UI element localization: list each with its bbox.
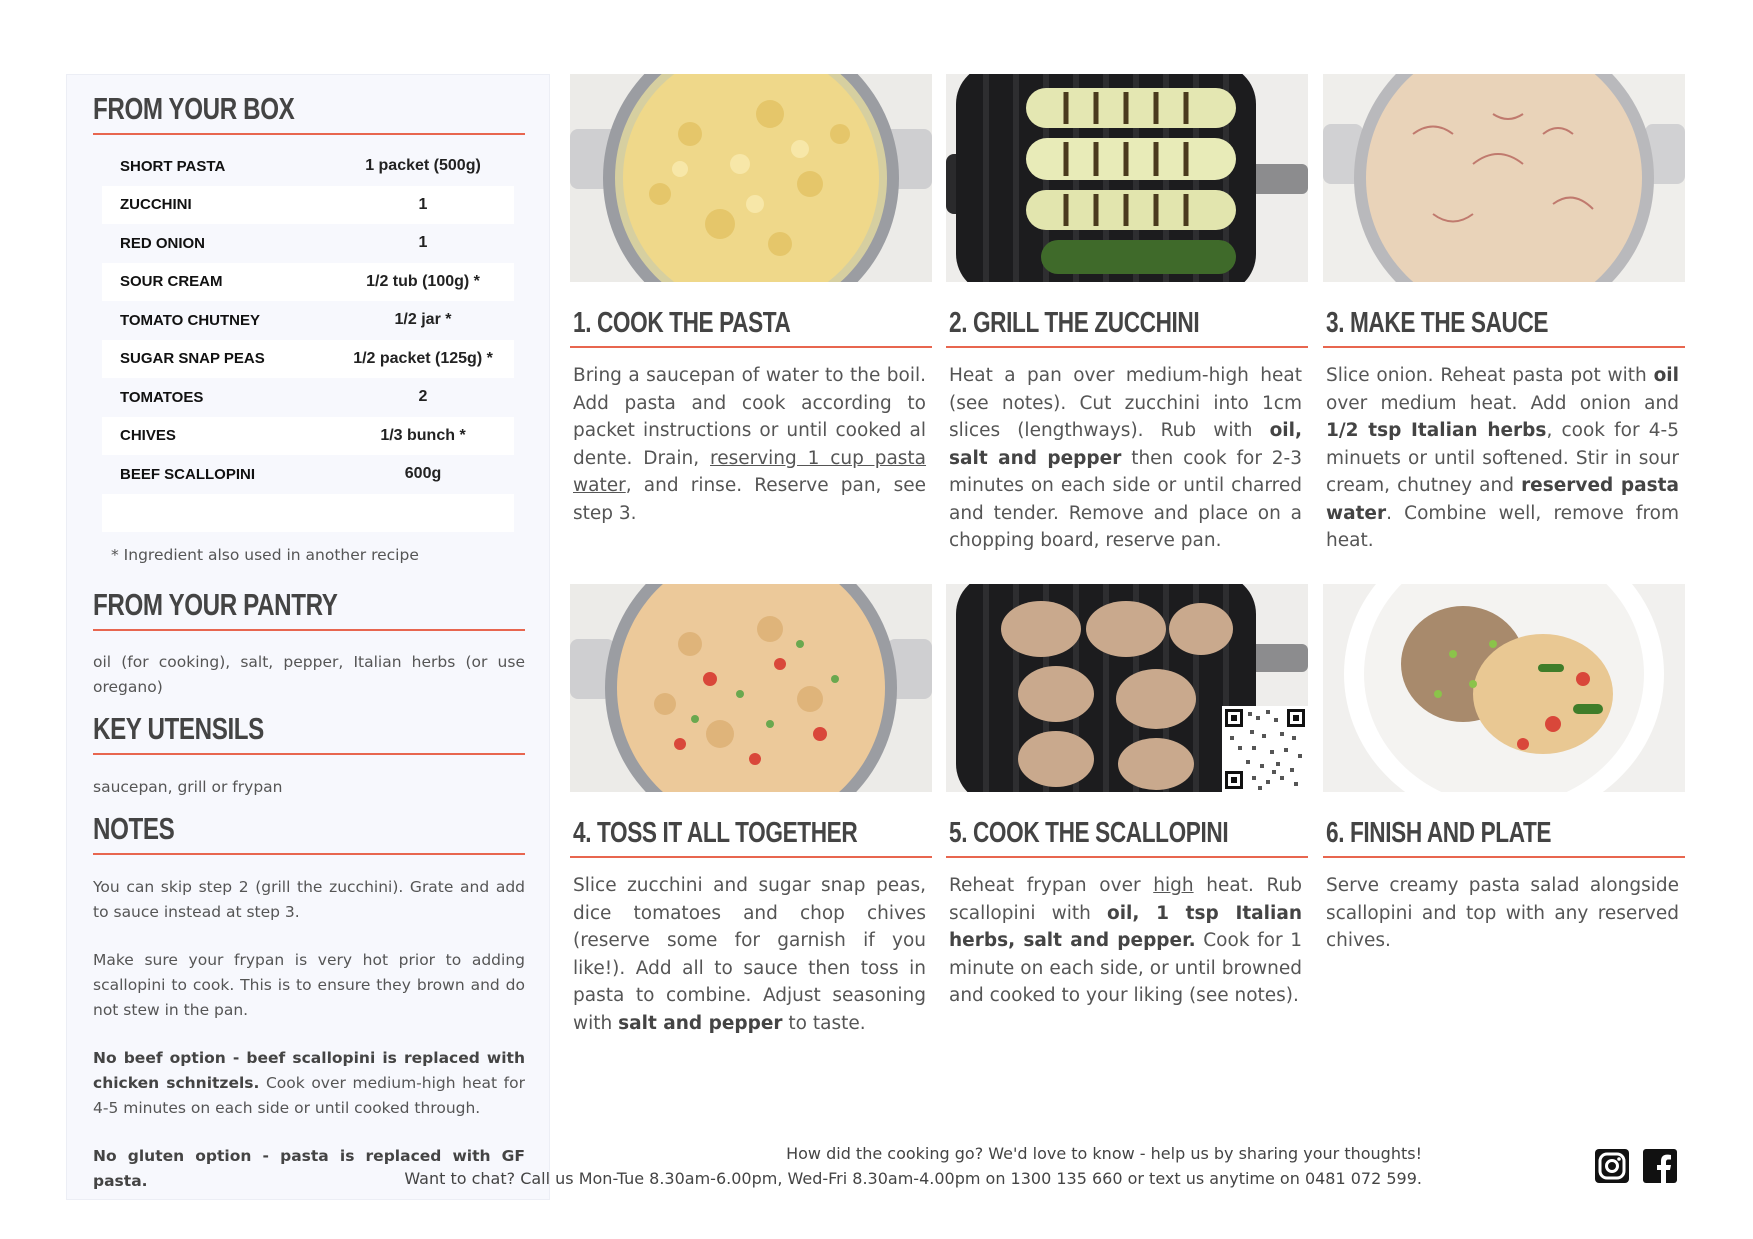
text-bold: oil, 1 tsp Italian herbs, salt and pepper. bbox=[949, 902, 1302, 951]
ingredient-qty: 1/2 packet (125g) * bbox=[353, 349, 493, 367]
text-part: Bring a saucepan of water to the boil. Add pasta and cook according to packet instructions or until cooked al dente. Drain, bbox=[573, 365, 926, 469]
ingredient-row bbox=[102, 147, 514, 186]
ingredient-qty: 1/3 bunch * bbox=[380, 426, 466, 444]
text-underlined: high bbox=[1153, 875, 1194, 896]
text-bold: oil bbox=[1653, 365, 1679, 386]
step-title: 5. COOK THE SCALLOPINI bbox=[949, 817, 1229, 849]
ingredient-qty: 1/2 jar * bbox=[394, 311, 452, 329]
step-text bbox=[1326, 872, 1679, 955]
step-text bbox=[573, 872, 926, 1037]
step-photo-grilled-zucchini bbox=[946, 74, 1308, 282]
ingredient-name: SOUR CREAM bbox=[120, 273, 223, 291]
step-header bbox=[1323, 282, 1685, 348]
text-bold: oil, salt and pepper bbox=[949, 420, 1302, 469]
ingredient-qty: 2 bbox=[418, 388, 428, 406]
instagram-icon[interactable] bbox=[1594, 1148, 1630, 1184]
step-text bbox=[949, 362, 1302, 555]
text-part: , cook for 4-5 minuets or until softened. Stir in sour cream, chutney and bbox=[1326, 420, 1679, 496]
ingredient-qty: 1 bbox=[418, 195, 428, 213]
step-header bbox=[946, 282, 1308, 348]
step-title: 1. COOK THE PASTA bbox=[573, 307, 791, 339]
step-text bbox=[949, 872, 1302, 1010]
step-title: 3. MAKE THE SAUCE bbox=[1326, 307, 1549, 339]
text-part: Serve creamy pasta salad alongside scallopini and top with any reserved chives. bbox=[1326, 875, 1679, 951]
text-part: heat. Rub scallopini with bbox=[949, 875, 1302, 924]
step-header bbox=[570, 282, 932, 348]
ingredient-row bbox=[102, 186, 514, 225]
note-bold: No beef option - beef scallopini is replaced with chicken schnitzels. bbox=[93, 1049, 525, 1092]
from-your-box-title: FROM YOUR BOX bbox=[93, 91, 295, 126]
note-paragraph: You can skip step 2 (grill the zucchini). Grate and add to sauce instead at step 3. bbox=[93, 878, 525, 921]
ingredient-row bbox=[102, 263, 514, 302]
utensils-header bbox=[93, 695, 525, 755]
step-photo-grilled-scallopini bbox=[946, 584, 1308, 792]
step-photo-pasta-salad-pot bbox=[570, 584, 932, 792]
footer bbox=[404, 1141, 1422, 1191]
step-photo-plated-dish bbox=[1323, 584, 1685, 792]
step-title: 6. FINISH AND PLATE bbox=[1326, 817, 1552, 849]
ingredient-qty: 1/2 tub (100g) * bbox=[366, 272, 480, 290]
utensils-text: saucepan, grill or frypan bbox=[93, 778, 283, 796]
facebook-icon[interactable] bbox=[1642, 1148, 1678, 1184]
text-bold: 1/2 tsp Italian herbs bbox=[1326, 420, 1547, 441]
ingredient-name: TOMATO CHUTNEY bbox=[120, 311, 261, 329]
ingredient-row bbox=[102, 340, 514, 379]
step-photo-creamy-sauce bbox=[1323, 74, 1685, 282]
ingredient-name: CHIVES bbox=[120, 427, 176, 445]
text-bold: salt and pepper bbox=[618, 1012, 783, 1034]
footer-contact-line: Want to chat? Call us Mon-Tue 8.30am-6.00pm, Wed-Fri 8.30am-4.00pm on 1300 135 660 or text us anytime on 0481 072 599. bbox=[404, 1169, 1422, 1188]
footer-feedback-line: How did the cooking go? We'd love to know - help us by sharing your thoughts! bbox=[786, 1144, 1422, 1163]
note-rest: Cook over medium-high heat for 4-5 minutes on each side or until cooked through. bbox=[93, 1074, 525, 1117]
ingredients-table bbox=[102, 147, 514, 532]
ingredient-name: RED ONION bbox=[120, 234, 206, 252]
text-part: Reheat frypan over bbox=[949, 875, 1154, 896]
text-part: Slice onion. Reheat pasta pot with bbox=[1326, 365, 1654, 386]
pantry-text: oil (for cooking), salt, pepper, Italian herbs (or use oregano) bbox=[93, 653, 525, 696]
step-header bbox=[570, 792, 932, 858]
ingredient-row bbox=[102, 378, 514, 417]
step-title: 4. TOSS IT ALL TOGETHER bbox=[573, 817, 858, 849]
text-bold: reserved pasta water bbox=[1326, 475, 1679, 524]
ingredient-name: SHORT PASTA bbox=[120, 157, 226, 175]
text-part: over medium heat. Add onion and bbox=[1326, 392, 1679, 414]
step-text bbox=[573, 362, 926, 527]
ingredient-name: SUGAR SNAP PEAS bbox=[120, 350, 265, 368]
ingredients-panel bbox=[66, 74, 550, 1200]
step-header bbox=[946, 792, 1308, 858]
text-part: , and rinse. Reserve pan, see step 3. bbox=[573, 475, 926, 524]
text-part: . Combine well, remove from heat. bbox=[1326, 502, 1679, 551]
qr-code-icon bbox=[1222, 706, 1308, 792]
ingredient-name: ZUCCHINI bbox=[120, 196, 192, 214]
ingredient-footnote: * Ingredient also used in another recipe bbox=[111, 546, 419, 564]
ingredient-qty: 1 bbox=[418, 234, 428, 252]
text-part: Heat a pan over medium-high heat (see notes). Cut zucchini into 1cm slices (lengthways). Rub with bbox=[949, 365, 1302, 441]
pantry-header bbox=[93, 571, 525, 631]
text-part: then cook for 2-3 minutes on each side or until charred and tender. Remove and place on a chopping board, reserve pan. bbox=[949, 447, 1302, 551]
ingredient-row-empty bbox=[102, 494, 514, 533]
ingredient-row bbox=[102, 417, 514, 456]
ingredient-row bbox=[102, 301, 514, 340]
text-underlined: reserving 1 cup pasta water bbox=[573, 447, 927, 496]
from-your-box-header bbox=[93, 75, 525, 135]
ingredient-qty: 600g bbox=[404, 465, 442, 483]
ingredient-name: BEEF SCALLOPINI bbox=[120, 465, 256, 483]
note-bold: No gluten option - pasta is replaced with GF pasta. bbox=[93, 1147, 525, 1190]
text-part: Cook for 1 minute on each side, or until browned and cooked to your liking (see notes). bbox=[949, 930, 1303, 1006]
ingredient-row bbox=[102, 224, 514, 263]
ingredient-qty: 1 packet (500g) bbox=[365, 157, 481, 175]
step-photo-pasta-pot bbox=[570, 74, 932, 282]
step-title: 2. GRILL THE ZUCCHINI bbox=[949, 307, 1200, 339]
utensils-title: KEY UTENSILS bbox=[93, 711, 264, 746]
notes-title: NOTES bbox=[93, 811, 175, 846]
text-part: Slice zucchini and sugar snap peas, dice tomatoes and chop chives (reserve some for garnish if you like!). Add all to sauce then toss in pasta to combine. Adjust seasoning with bbox=[573, 875, 926, 1034]
notes-header bbox=[93, 795, 525, 855]
text-part: to taste. bbox=[782, 1012, 866, 1034]
ingredient-name: TOMATOES bbox=[120, 388, 204, 406]
ingredient-row bbox=[102, 455, 514, 494]
step-text bbox=[1326, 362, 1679, 555]
note-paragraph: Make sure your frypan is very hot prior to adding scallopini to cook. This is to ensure they brown and do not stew in the pan. bbox=[93, 951, 525, 1019]
note-paragraph bbox=[93, 1046, 525, 1121]
step-header bbox=[1323, 792, 1685, 858]
pantry-title: FROM YOUR PANTRY bbox=[93, 587, 338, 622]
